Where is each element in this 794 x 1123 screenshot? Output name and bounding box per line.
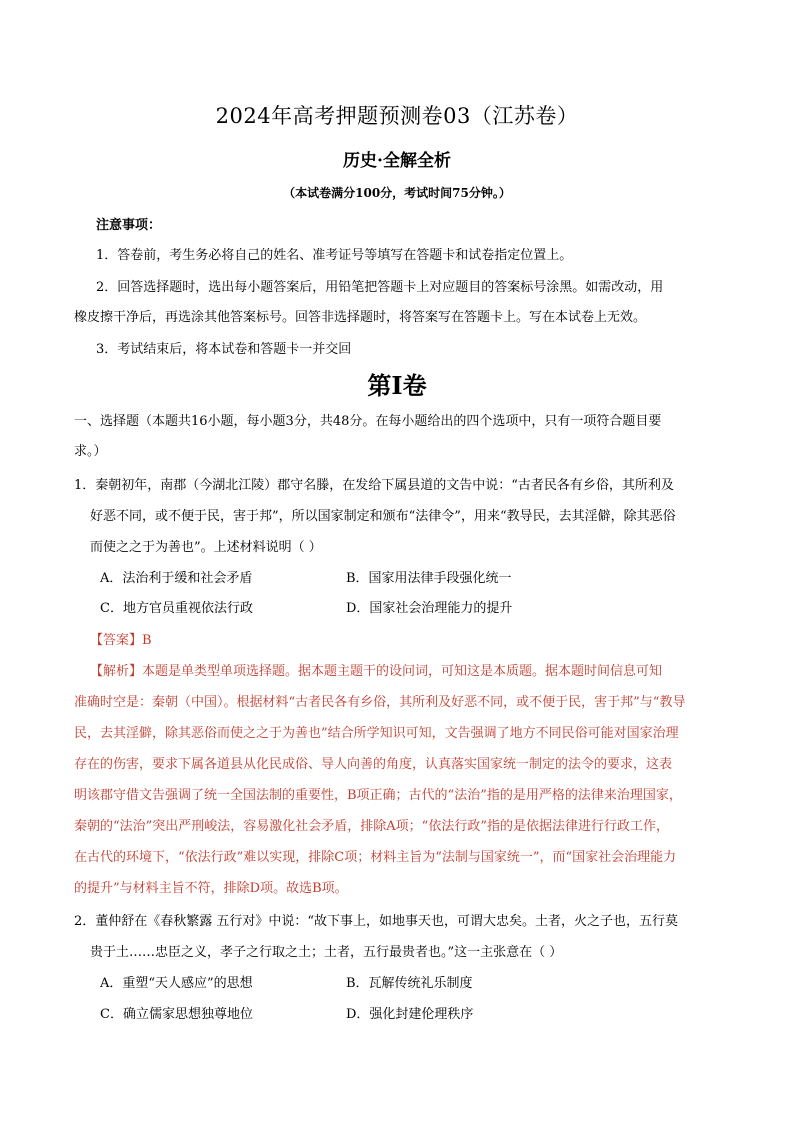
q1-analysis-line-8: 的提升”与材料主旨不符，排除D项。故选B项。 bbox=[74, 881, 348, 896]
volume-heading: 第Ⅰ卷 bbox=[367, 371, 427, 400]
page-subtitle: 历史·全解全析 bbox=[343, 151, 451, 171]
q1-option-a: A．法治利于缓和社会矛盾 bbox=[100, 571, 253, 586]
instruction-item-3: 3．考试结束后，将本试卷和答题卡一并交回 bbox=[96, 342, 352, 357]
q1-option-d: D．国家社会治理能力的提升 bbox=[346, 601, 513, 616]
instruction-item-1: 1．答卷前，考生务必将自己的姓名、准考证号等填写在答题卡和试卷指定位置上。 bbox=[96, 248, 573, 263]
q1-analysis-line-7: 在古代的环境下，“依法行政”难以实现，排除C项；材料主旨为“法制与国家统一”，而“国家社会治理能力 bbox=[74, 850, 677, 865]
q2-option-b: B．瓦解传统礼乐制度 bbox=[346, 976, 473, 991]
q1-stem-line-3: 而使之之于为善也”。上述材料说明（ ） bbox=[90, 540, 322, 555]
answer-label: 【答案】 bbox=[90, 633, 143, 648]
q1-answer bbox=[90, 631, 152, 651]
q2-option-d: D．强化封建伦理秩序 bbox=[346, 1007, 474, 1022]
q1-option-b: B．国家用法律手段强化统一 bbox=[346, 571, 512, 586]
analysis-text: 本题是单类型单项选择题。据本题主题干的设问词，可知这是本质题。据本题时间信息可知 bbox=[142, 664, 663, 679]
answer-value: B bbox=[142, 633, 152, 648]
q1-analysis-line-2: 准确时空是：秦朝（中国）。根据材料“古者民各有乡俗，其所利及好恶不同，或不便于民，害于邦”与“教导 bbox=[74, 695, 686, 710]
instruction-item-2-line-2: 橡皮擦干净后，再选涂其他答案标号。回答非选择题时，将答案写在答题卡上。写在本试卷上无效。 bbox=[74, 310, 647, 325]
q2-stem-line-2: 贵于土……忠臣之义，孝子之行取之土；土者，五行最贵者也。”这一主张意在（ ） bbox=[90, 945, 563, 960]
q1-analysis-line-4: 存在的伤害，要求下属各道县从化民成俗、导人向善的角度，认真落实国家统一制定的法令的要求，这表 bbox=[74, 757, 673, 772]
q2-option-a: A．重塑“天人感应”的思想 bbox=[100, 976, 253, 991]
q1-analysis-line-5: 明该郡守借文告强调了统一全国法制的重要性，B项正确；古代的“法治”指的是用严格的法律来治理国家， bbox=[74, 788, 682, 803]
q1-analysis-line-1 bbox=[90, 662, 662, 682]
section-heading-line-2: 求。） bbox=[74, 444, 107, 459]
q1-option-c: C．地方官员重视依法行政 bbox=[100, 601, 253, 616]
q2-option-c: C．确立儒家思想独尊地位 bbox=[100, 1007, 253, 1022]
q1-stem-line-2: 好恶不同，或不便于民，害于邦”，所以国家制定和颁布“法律令”，用来“教导民，去其淫僻，除其恶俗 bbox=[90, 509, 676, 524]
q1-analysis-line-6: 秦朝的“法治”突出严刑峻法，容易激化社会矛盾，排除A项；“依法行政”指的是依据法律进行行政工作， bbox=[74, 819, 669, 834]
exam-note: （本试卷满分100分，考试时间75分钟。） bbox=[283, 186, 511, 200]
instructions-heading: 注意事项： bbox=[96, 218, 162, 233]
q1-analysis-line-3: 民，去其淫僻，除其恶俗而使之之于为善也”结合所学知识可知，文告强调了地方不同民俗可能对国家治理 bbox=[74, 726, 679, 741]
q2-stem-line-1: 2．董仲舒在《春秋繁露 五行对》中说：“故下事上，如地事天也，可谓大忠矣。土者，火之子也，五行莫 bbox=[74, 914, 679, 929]
page-title: 2024年高考押题预测卷03（江苏卷） bbox=[215, 104, 579, 128]
q1-stem-line-1: 1．秦朝初年，南郡（今湖北江陵）郡守名滕，在发给下属县道的文告中说：“古者民各有乡俗，其所利及 bbox=[74, 478, 674, 493]
instruction-item-2-line-1: 2．回答选择题时，选出每小题答案后，用铅笔把答题卡上对应题目的答案标号涂黑。如需改动，用 bbox=[96, 280, 664, 295]
analysis-label: 【解析】 bbox=[90, 664, 143, 679]
section-heading-line-1: 一、选择题（本题共16小题，每小题3分，共48分。在每小题给出的四个选项中，只有一项符合题目要 bbox=[74, 414, 662, 429]
